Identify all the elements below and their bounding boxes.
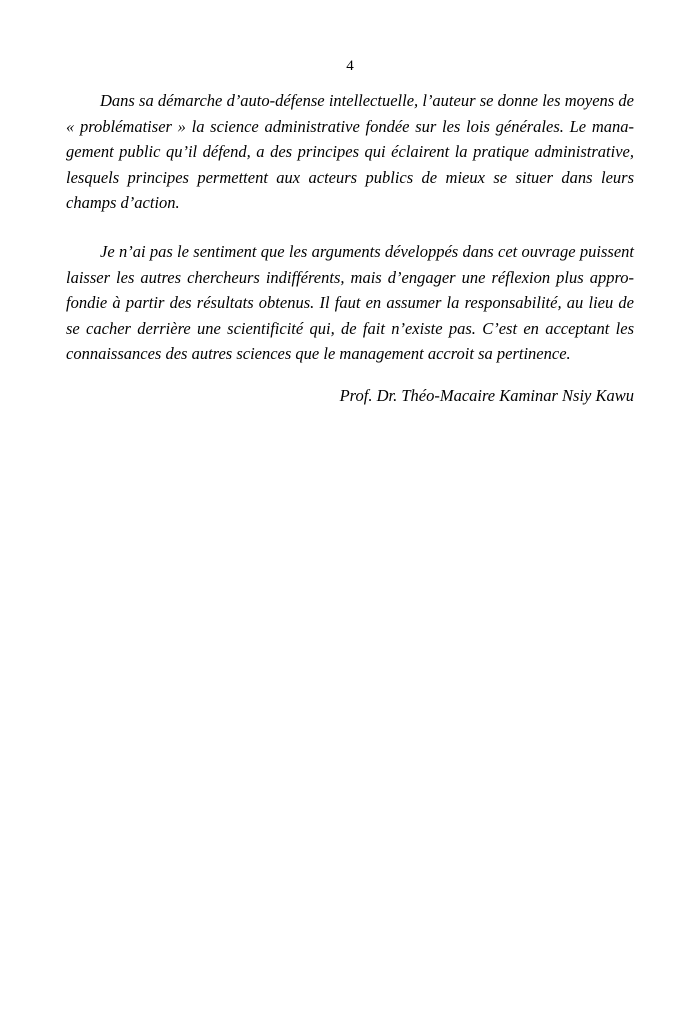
paragraph-1 [66, 88, 634, 216]
paragraph-spacer [66, 216, 634, 239]
paragraph-1-line-4: lesquels principes permettent aux acteurs publics de mieux se situer dans leurs [66, 167, 634, 187]
paragraph-2 [66, 239, 634, 367]
paragraph-1-line-1: Dans sa démarche d’auto-défense intellectuelle, l’auteur se donne les moyens de [100, 91, 634, 110]
paragraph-2-line-3: fondie à partir des résultats obtenus. Il faut en assumer la responsabilité, au lieu de [66, 293, 634, 313]
page-number: 4 [346, 58, 354, 74]
paragraph-1-line-2: « problématiser » la science administrative fondée sur les lois générales. Le mana- [66, 116, 634, 136]
paragraph-2-line-5: connaissances des autres sciences que le management accroit sa pertinence. [66, 344, 571, 364]
signature-spacer [66, 367, 634, 383]
page-body [66, 88, 634, 409]
paragraph-1-line-3: gement public qu’il défend, a des principes qui éclairent la pratique administrative, [66, 142, 634, 162]
paragraph-2-line-1: Je n’ai pas le sentiment que les arguments développés dans cet ouvrage puissent [100, 241, 634, 261]
paragraph-2-line-4: se cacher derrière une scientificité qui, de fait n’existe pas. C’est en acceptant les [66, 318, 634, 338]
signature: Prof. Dr. Théo-Macaire Kaminar Nsiy Kawu [339, 385, 634, 405]
paragraph-1-line-5: champs d’action. [66, 193, 180, 213]
paragraph-2-line-2: laisser les autres chercheurs indifférents, mais d’engager une réflexion plus appro- [66, 267, 634, 287]
